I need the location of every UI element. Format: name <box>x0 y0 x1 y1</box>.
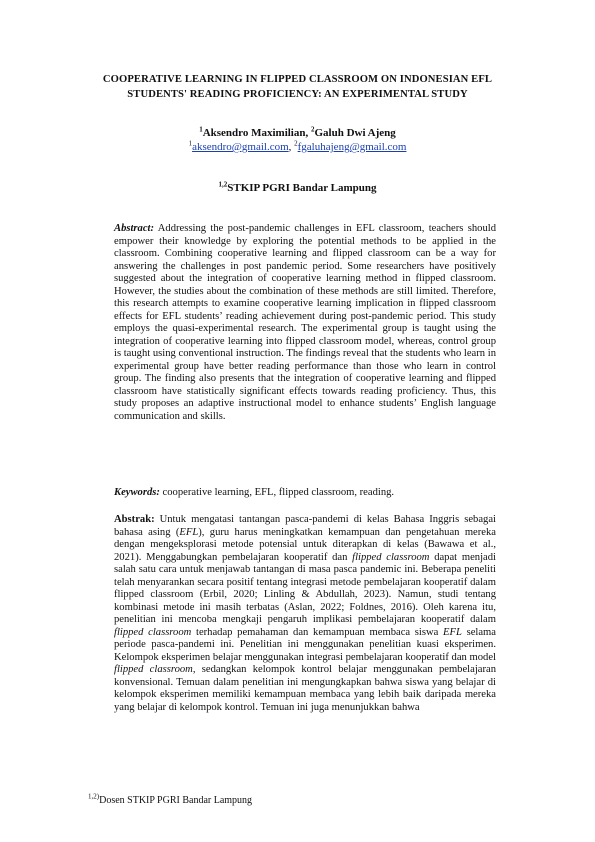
author-1-superscript: 1 <box>199 125 203 134</box>
affiliation-superscript: 1,2 <box>218 180 228 189</box>
abstrak-text-1: Untuk mengatasi tantangan pasca-pandemi di kelas Bahasa Inggris sebagai bahasa asing ( <box>114 514 496 538</box>
email-line <box>60 140 535 154</box>
email-1-link[interactable]: aksendro@gmail.com <box>192 141 289 153</box>
abstract-english-label: Abstract: <box>114 223 155 234</box>
author-1-name: Aksendro Maximilian, <box>202 127 311 139</box>
abstrak-italic-4: EFL <box>443 626 462 638</box>
abstrak-italic-1: EFL <box>179 526 199 538</box>
abstract-english-text: Addressing the post-pandemic challenges in EFL classroom, teachers should empower their knowledge by exploring the potential methods to be applied in the classroom. Combining cooperative learning and flipped classroom can be a way for answering the challenges in post pandemic period. Some researchers have positively suggested about the integration of cooperative learning method in flipped classroom. However, the studies about the combination of these methods are still limited. Therefore, this research attempts to examine cooperative learning implication in flipped classroom effects for EFL students’ reading achievement during post-pandemic period. This study employs the quasi-experimental research. The experimental group is taught using the integration of cooperative learning into flipped classroom model, whereas, control group is taught using conventional instruction. The findings reveal that the students who learn in experimental group have better reading performance than those who learn in control group. The finding also presents that the integration of cooperative learning and flipped classroom have statistically significant effects towards reading proficiency. Thus, this study proposes an adaptive instructional model to enhance students’ English language communication and skills. <box>114 223 496 422</box>
abstract-indonesian <box>114 514 496 714</box>
abstrak-italic-2: flipped classroom <box>352 551 430 563</box>
affiliation-name: STKIP PGRI Bandar Lampung <box>227 182 377 194</box>
keywords <box>114 487 496 500</box>
abstrak-text-5: selama periode pasca-pandemi ini. Penelitian ini menggunakan penelitian kuasi eksperimen. Kelompok eksperimen belajar menggunakan integrasi pembelajaran kooperatif dan model <box>114 626 497 663</box>
footnote-text: Dosen STKIP PGRI Bandar Lampung <box>99 795 253 806</box>
abstrak-italic-5: flipped classroom <box>114 664 193 675</box>
author-2-superscript: 2 <box>310 125 315 134</box>
abstrak-text-2: ), guru harus meningkatkan kemampuan dan pengetahuan mereka dengan mengeksplorasi metode potensial untuk diterapkan di kelas (Bawawa et al., 2021). Menggabungkan pembelajaran kooperatif dan <box>114 526 496 563</box>
abstrak-italic-3: flipped classroom <box>114 626 192 638</box>
email-1-superscript: 1 <box>188 139 193 148</box>
email-2-superscript: 2 <box>294 139 298 148</box>
author-2-name: Galuh Dwi Ajeng <box>314 127 396 139</box>
title-line-2: STUDENTS' READING PROFICIENCY: AN EXPERIMENTAL STUDY <box>127 89 468 100</box>
abstract-english <box>114 223 496 423</box>
abstract-indonesian-label: Abstrak: <box>114 514 155 525</box>
title-line-1: COOPERATIVE LEARNING IN FLIPPED CLASSROOM ON INDONESIAN EFL <box>102 74 493 85</box>
abstrak-text-6: , sedangkan kelompok kontrol belajar menggunakan pembelajaran konvensional. Temuan dalam penelitian ini mengungkapkan bahwa siswa yang belajar di kelompok eksperimen memiliki kemampuan membaca yang lebih baik daripada mereka yang belajar di kelompok kontrol. Temuan ini juga menunjukkan bahwa <box>114 664 496 713</box>
abstrak-text-3: dapat menjadi salah satu cara untuk menjawab tantangan di masa pasca pandemic ini. Beberapa peneliti telah menyarankan secara positif tentang integrasi metode pembelajaran kooperatif dalam flipped classroom (Erbil, 2020; Linling & Abdullah, 2023). Namun, studi tentang kombinasi metode ini masih terbatas (Aslan, 2022; Foldnes, 2016). Oleh karena itu, penelitian ini mencoba mengkaji pengaruh implikasi pembelajaran kooperatif dalam <box>114 551 496 625</box>
footnote <box>88 792 253 807</box>
paper-title <box>60 72 535 102</box>
abstrak-text-4: terhadap pemahaman dan kemampuan membaca siswa <box>191 626 444 638</box>
email-2-link[interactable]: fgaluhajeng@gmail.com <box>297 141 407 153</box>
keywords-label: Keywords: <box>114 487 160 498</box>
affiliation <box>60 181 535 195</box>
email-separator: , <box>288 141 295 153</box>
author-line <box>60 126 535 140</box>
keywords-text: cooperative learning, EFL, flipped classroom, reading. <box>159 487 395 498</box>
footnote-superscript: 1,2) <box>88 792 100 801</box>
